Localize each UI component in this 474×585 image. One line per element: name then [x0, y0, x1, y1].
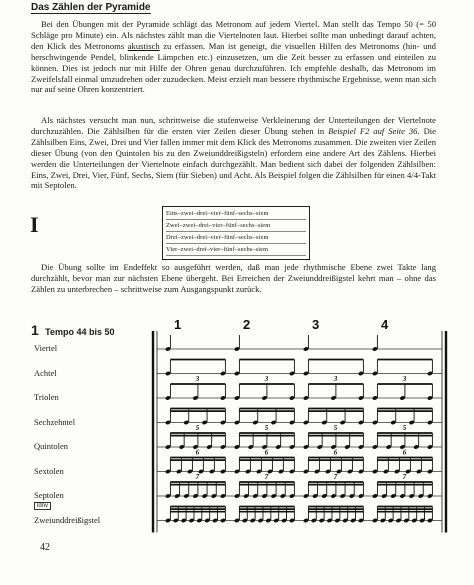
row-label: Quintolen [34, 441, 68, 451]
text-run: zu erfassen. Man ist geneigt, die visuellen Hilfen des Metronoms (hin- und herschwingende Pendel, blinkende Lämpchen etc.) einzusetzen, um die Zeit besser zu erfassen und einteilen zu können. Dies ist jedoch nur mit Hilfe der Ohren genau durchzuführen. Ich empfehle deshalb, das Metronom im Zweifelsfall einmal umzudrehen oder zuzudecken. Meist erzielt man bessere rhythmische Ergebnisse, wenn man sich nur auf seine Ohren konzentriert. [31, 40, 436, 95]
tuplet-number: 7 [264, 473, 269, 481]
syllable-line: Drei–zwei–drei–vier–fünf–sechs–siem [166, 232, 306, 244]
tuplet-number: 5 [333, 424, 338, 432]
library-stamp: ldnv [34, 502, 51, 510]
tuplet-number: 3 [264, 375, 269, 383]
text-run: . Die Zählsilben Eins, Zwei, Drei und Vier fallen immer mit dem Klick des Metronoms zusammen. Die zweiten vier Zeilen dieser Übung (von den Quintolen bis zu den Zweiunddreißigsteln) erfordern eine andere Art des Zählens. Hierbei werden die Unterteilungen der Viertelnote einfach durchgezählt. Man bedient sich dabei der folgenden Zählsilben: Eins, Zwei, Drei, Vier, Fünf, Sechs, Siem (für Sieben) und Acht. Als Beispiel folgen die Zählsilben für einen 4/4-Takt mit Septolen. [31, 125, 436, 191]
tuplet-number: 6 [264, 448, 269, 457]
tuplet-number: 6 [195, 448, 200, 457]
exercise-number: 1 [31, 322, 39, 338]
roman-numeral-label: I [30, 212, 39, 237]
tuplet-number: 6 [402, 448, 407, 457]
syllable-line: Zwei–zwei–drei–vier–fünf–sechs–siem [166, 220, 306, 232]
beat-number: 1 [174, 317, 182, 332]
row-label: Viertel [34, 343, 58, 353]
tempo-marking: Tempo 44 bis 50 [45, 327, 115, 337]
syllable-line: Eins–zwei–drei–vier–fünf–sechs–siem [166, 208, 306, 220]
tuplet-number: 3 [333, 375, 338, 383]
tuplet-number: 5 [402, 424, 407, 432]
row-label: Zweiunddreißigstel [34, 514, 101, 525]
row-label: Achtel [34, 367, 57, 378]
reference-text: Beispiel F2 auf Seite 36 [328, 125, 418, 136]
text-run: Bei den Übungen mit der Pyramide schlägt das Metronom auf jedem Viertel. Man stellt das Tempo 50 (= 50 Schläge pro Minute) ein. Als nächstes zählt man die Viertelnoten laut. Hierbei sollte man unbedingt darauf achten, den Klick des Metronoms [31, 19, 436, 51]
page-number: 42 [40, 542, 50, 553]
row-label: Sechzehntel [34, 416, 76, 427]
tuplet-number: 5 [195, 424, 200, 432]
syllable-line: Vier–zwei–drei–vier–fünf–sechs–siem [166, 244, 306, 256]
tuplet-number: 3 [402, 375, 407, 383]
tuplet-number: 6 [333, 448, 338, 457]
tuplet-number: 3 [195, 375, 200, 383]
tuplet-number: 5 [264, 424, 269, 432]
row-label: Sextolen [34, 465, 64, 476]
tuplet-number: 7 [402, 473, 407, 481]
tuplet-number: 7 [195, 473, 200, 481]
beat-number: 3 [312, 317, 320, 332]
emphasis-text: akustisch [127, 40, 160, 51]
section-heading: Das Zählen der Pyramide [31, 2, 151, 13]
row-label: Septolen [34, 490, 64, 500]
beat-number: 4 [381, 317, 389, 332]
beat-number: 2 [243, 317, 251, 332]
text-run: Die Übung sollte im Endeffekt so ausgeführt werden, daß man jede rhythmische Ebene zwei Takte lang durchzählt, bevor man zur nächsten Ebene übergeht. Bei Erreichen der Zweiunddreißigstel kehrt man – ohne das Zählen zu unterbrechen – schrittweise zum Ausgangspunkt zurück. [31, 262, 436, 294]
row-label: Triolen [34, 392, 59, 402]
text-run: Als nächstes versucht man nun, schrittweise die stufenweise Verkleinerung der Unterteilungen der Viertelnote durchzuzählen. Die Zählsilben für die ersten vier Zeilen dieser Übung stehen in [31, 115, 436, 136]
tuplet-number: 7 [333, 473, 338, 481]
